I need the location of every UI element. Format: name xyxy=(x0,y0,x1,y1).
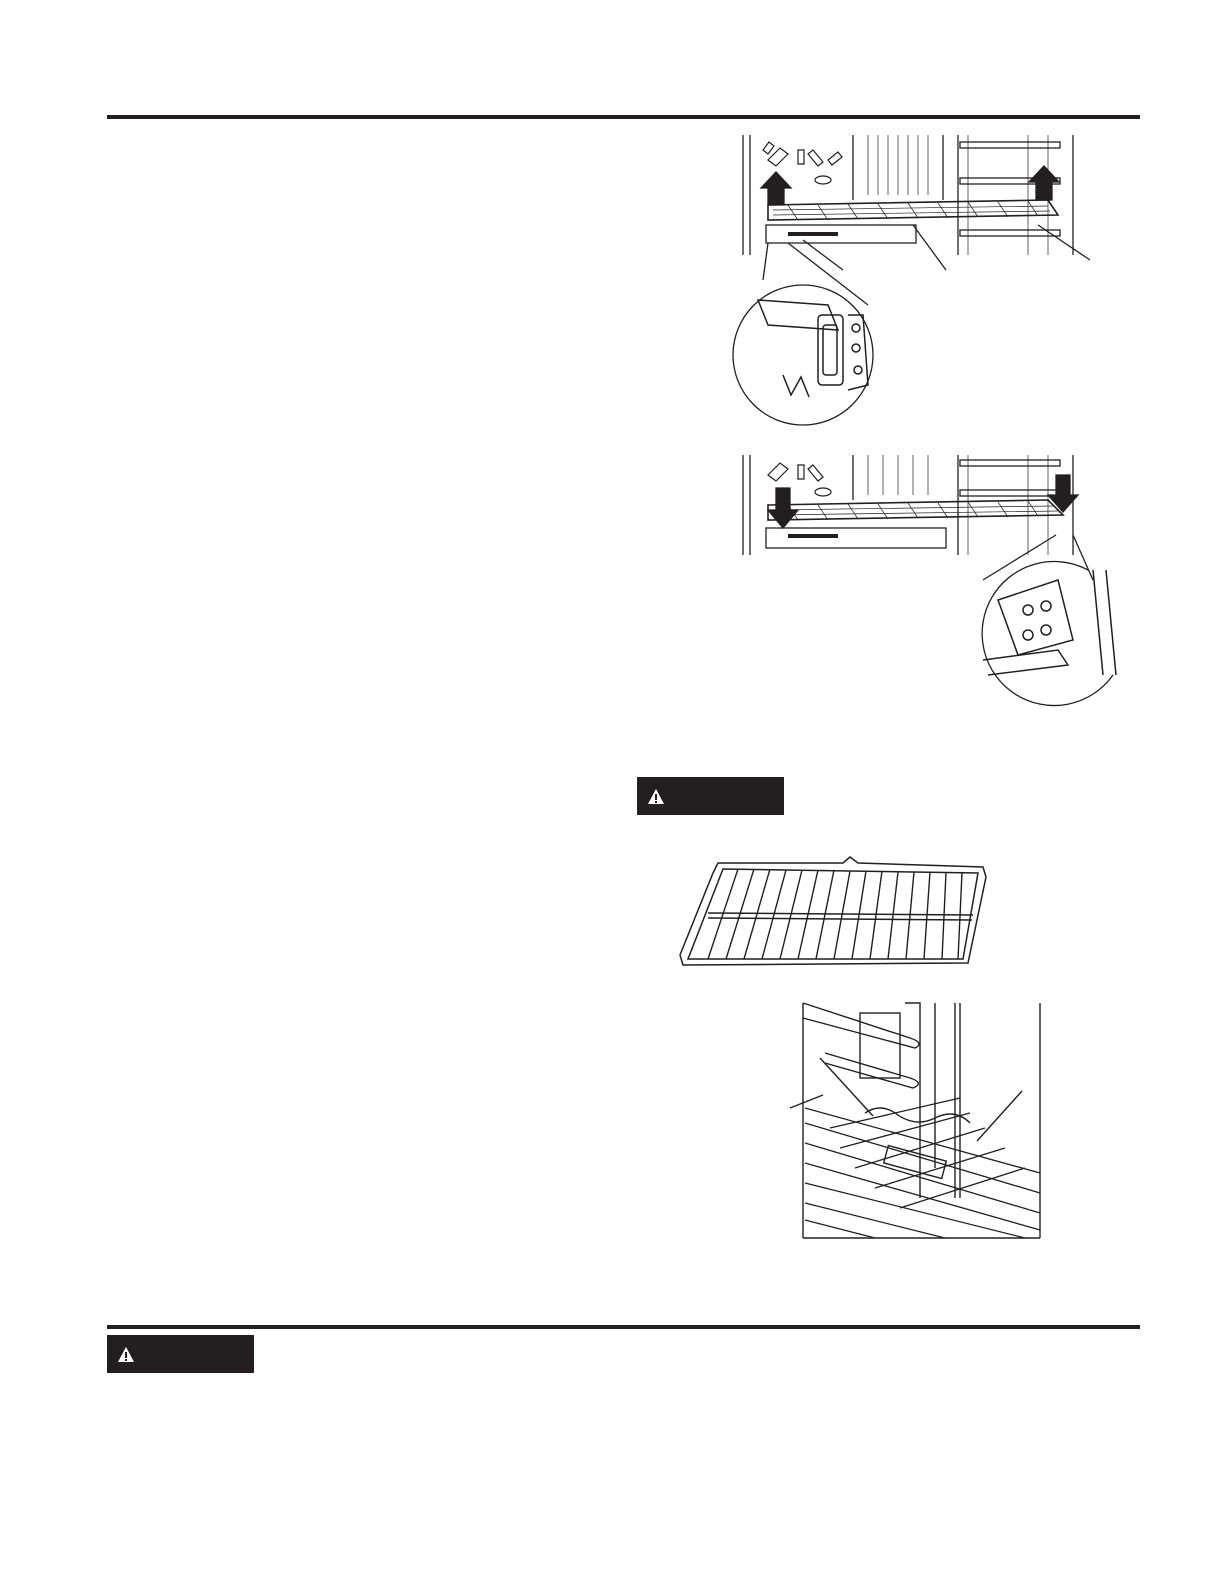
warning-triangle-icon xyxy=(117,1346,135,1363)
warning-banner-bottom xyxy=(107,1335,254,1373)
warning-triangle-icon xyxy=(647,788,665,805)
rack-removal-lift-figure xyxy=(728,130,1118,430)
top-rule xyxy=(107,115,1140,119)
section-rule xyxy=(107,1325,1140,1329)
rack-installation-lower-figure xyxy=(728,450,1118,710)
warning-banner xyxy=(637,777,784,815)
rack-on-supports-detail-figure xyxy=(785,998,1045,1243)
wire-oven-rack-figure xyxy=(668,855,998,975)
